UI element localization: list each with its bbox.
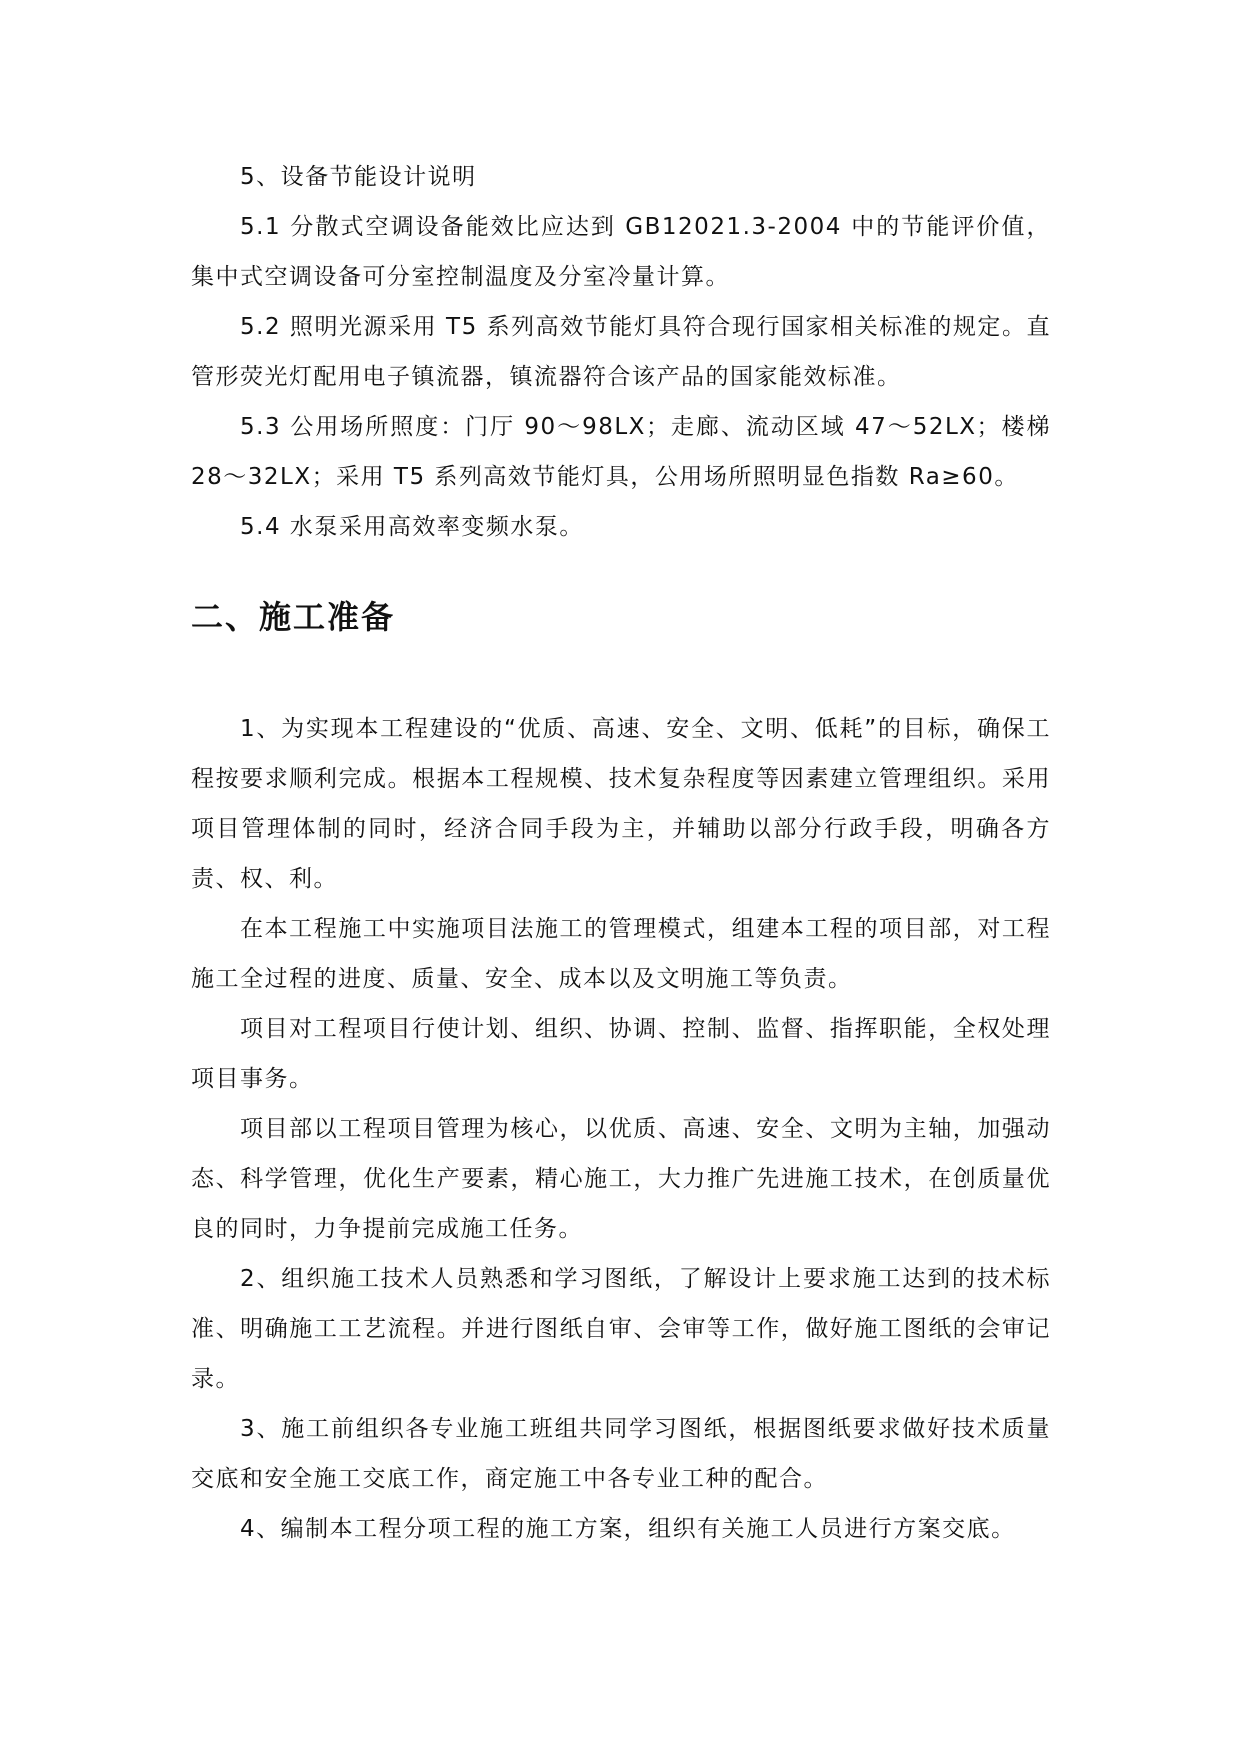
spacer — [191, 552, 1051, 592]
paragraph-3: 3、施工前组织各专业施工班组共同学习图纸，根据图纸要求做好技术质量交底和安全施工交底工作，商定施工中各专业工种的配合。 — [191, 1416, 1051, 1492]
section-5-3-paragraph: 5.3 公用场所照度：门厅 90～98LX；走廊、流动区域 47～52LX；楼梯 28～32LX；采用 T5 系列高效节能灯具，公用场所照明显色指数 Ra≥60。 — [191, 414, 1051, 490]
section-title: 二、施工准备 — [191, 598, 396, 636]
paragraph-project-method: 在本工程施工中实施项目法施工的管理模式，组建本工程的项目部，对工程施工全过程的进度、质量、安全、成本以及文明施工等负责。 — [191, 916, 1051, 992]
paragraph-2: 2、组织施工技术人员熟悉和学习图纸，了解设计上要求施工达到的技术标准、明确施工工艺流程。并进行图纸自审、会审等工作，做好施工图纸的会审记录。 — [191, 1266, 1051, 1392]
paragraph-4: 4、编制本工程分项工程的施工方案，组织有关施工人员进行方案交底。 — [240, 1516, 1016, 1542]
section-5-heading: 5、设备节能设计说明 — [240, 164, 477, 190]
spacer — [191, 642, 1051, 704]
document-body — [191, 152, 1051, 1554]
section-5-1-paragraph: 5.1 分散式空调设备能效比应达到 GB12021.3-2004 中的节能评价值，集中式空调设备可分室控制温度及分室冷量计算。 — [191, 214, 1051, 290]
paragraph-project-core: 项目部以工程项目管理为核心，以优质、高速、安全、文明为主轴，加强动态、科学管理，优化生产要素，精心施工，大力推广先进施工技术，在创质量优良的同时，力争提前完成施工任务。 — [191, 1116, 1051, 1242]
section-5-2-paragraph: 5.2 照明光源采用 T5 系列高效节能灯具符合现行国家相关标准的规定。直管形荧光灯配用电子镇流器，镇流器符合该产品的国家能效标准。 — [191, 314, 1051, 390]
section-5-4-paragraph: 5.4 水泵采用高效率变频水泵。 — [240, 514, 584, 540]
paragraph-1: 1、为实现本工程建设的“优质、高速、安全、文明、低耗”的目标，确保工程按要求顺利完成。根据本工程规模、技术复杂程度等因素建立管理组织。采用项目管理体制的同时，经济合同手段为主，并辅助以部分行政手段，明确各方责、权、利。 — [191, 716, 1051, 892]
paragraph-project-functions: 项目对工程项目行使计划、组织、协调、控制、监督、指挥职能，全权处理项目事务。 — [191, 1016, 1051, 1092]
